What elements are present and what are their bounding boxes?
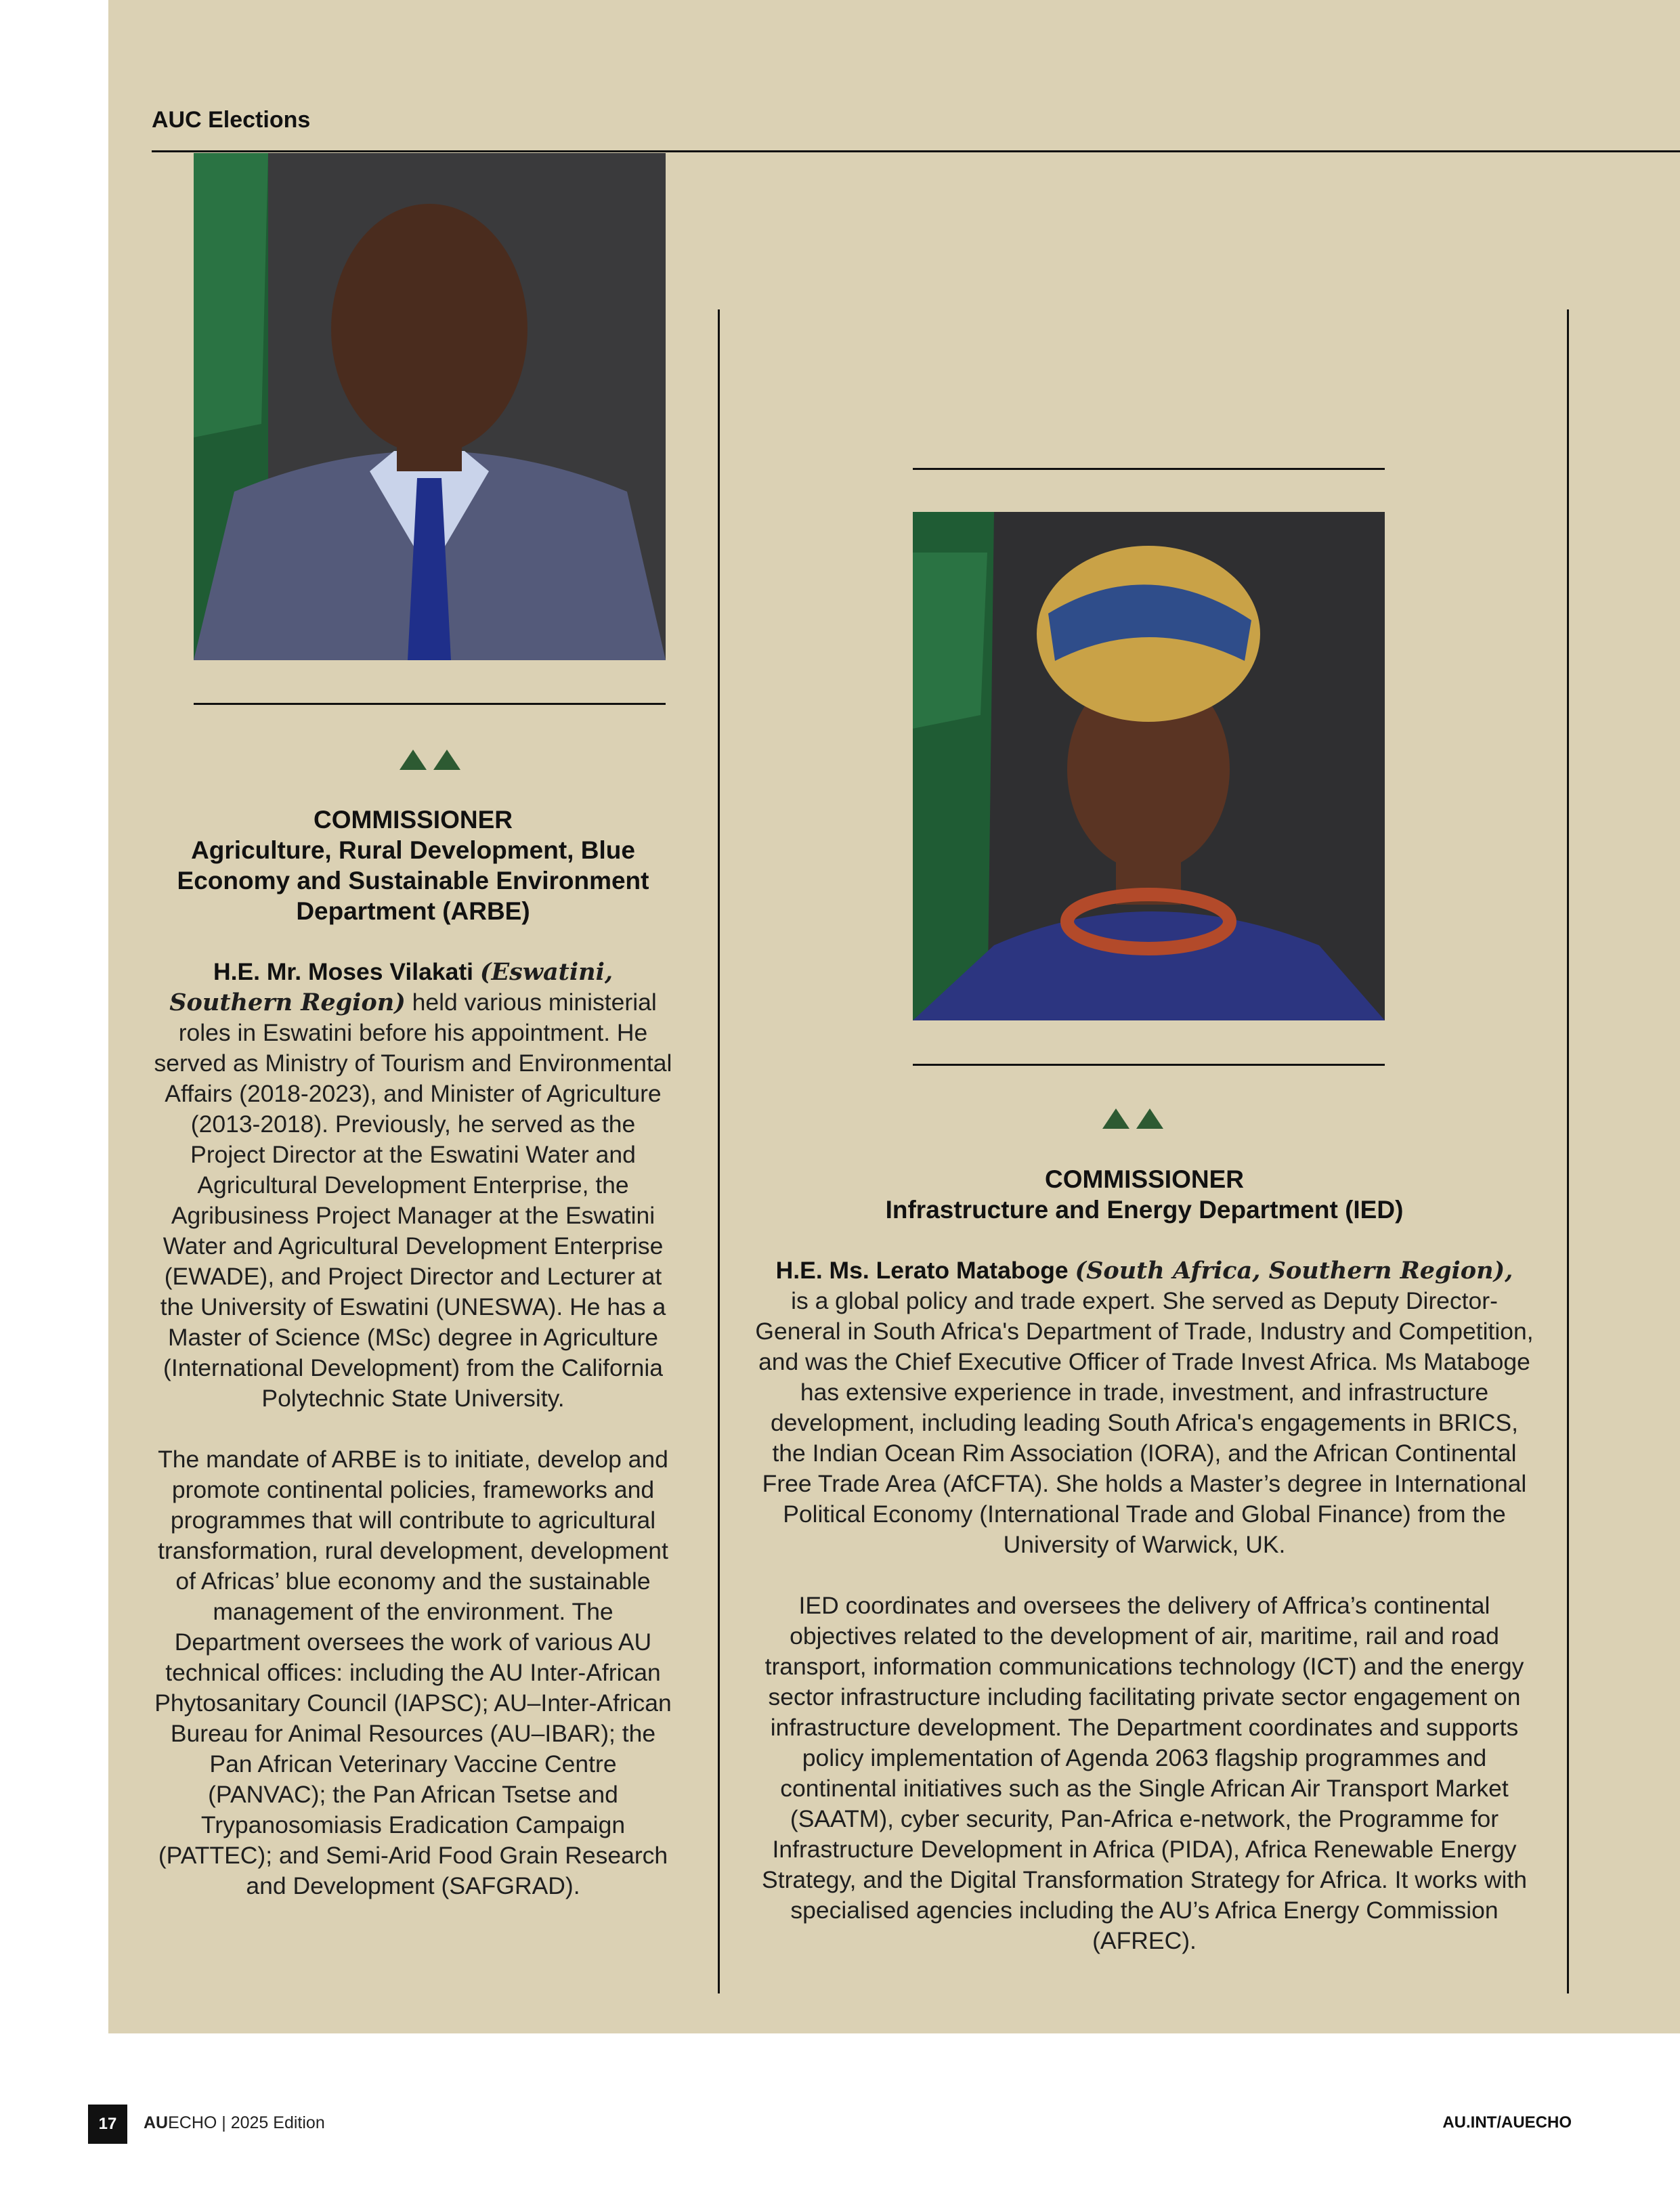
person-name: H.E. Ms. Lerato Mataboge <box>775 1257 1069 1284</box>
portrait-photo-vilakati <box>194 153 666 660</box>
footer-url[interactable]: AU.INT/AUECHO <box>1442 2113 1572 2132</box>
divider-rule <box>194 703 666 705</box>
bio-text: held various ministerial roles in Eswatini before his appointment. He served as Ministry of Tourism and Environmental Affairs (2018-2023), and Minister of Agriculture (2013-2018). Previously, he served as the Project Director at the Eswatini Water and Agricultural Development Enterprise, the Agribusiness Project Manager at the Eswatini Water and Agricultural Development Enterprise (EWADE), and Project Director and Lecturer at the University of Eswatini (UNESWA). He has a Master of Science (MSc) degree in Agriculture (International Development) from the California Polytechnic State University. <box>154 989 672 1412</box>
brand-rest: ECHO | 2025 Edition <box>168 2113 325 2132</box>
role-title: COMMISSIONER <box>314 806 513 834</box>
brand-bold: AU <box>144 2113 169 2132</box>
person-name: H.E. Mr. Moses Vilakati <box>213 958 474 985</box>
role-title: COMMISSIONER <box>1045 1165 1244 1193</box>
profile-column-1 <box>152 804 674 1901</box>
section-label: AUC Elections <box>152 107 311 133</box>
divider-rule <box>913 468 1385 470</box>
mandate-paragraph: The mandate of ARBE is to initiate, develop and promote continental policies, frameworks and programmes that will contribute to agricultural transformation, rural development, development of Africas’ blue economy and the sustainable management of the environment. The Department oversees the work of various AU technical offices: including the AU Inter-African Phytosanitary Council (IAPSC); AU–Inter-African Bureau for Animal Resources (AU–IBAR); the Pan African Veterinary Vaccine Centre (PANVAC); the Pan African Tsetse and Trypanosomiasis Eradication Campaign (PATTEC); and Semi-Arid Food Grain Research and Development (SAFGRAD). <box>154 1446 672 1899</box>
triangle-icon <box>400 750 427 770</box>
bio-paragraph <box>752 1255 1537 1560</box>
triangle-icon <box>1136 1108 1163 1129</box>
triangle-icon <box>433 750 460 770</box>
triangle-icon <box>1102 1108 1129 1129</box>
divider-rule <box>913 1064 1385 1066</box>
department-title: Infrastructure and Energy Department (IED) <box>885 1196 1404 1224</box>
portrait-photo-mataboge <box>913 512 1385 1020</box>
header-rule <box>152 150 1680 152</box>
page-number: 17 <box>88 2105 127 2144</box>
profile-column-2 <box>752 1164 1537 1956</box>
person-region: (Eswatini, Southern Region) <box>169 958 613 1016</box>
bio-text: is a global policy and trade expert. She served as Deputy Director-General in South Africa's Department of Trade, Industry and Competition, and was the Chief Executive Officer of Trade Invest Africa. Ms Mataboge has extensive experience in trade, investment, and infrastructure development, including leading South Africa's engagements in BRICS, the Indian Ocean Rim Association (IORA), and the African Continental Free Trade Area (AfCFTA). She holds a Master’s degree in International Political Economy (International Trade and Global Finance) from the University of Warwick, UK. <box>755 1287 1534 1558</box>
publication-name <box>144 2113 325 2133</box>
column-divider-left <box>718 309 720 1993</box>
bio-paragraph <box>152 957 674 1414</box>
column-divider-right <box>1567 309 1569 1993</box>
person-region: (South Africa, Southern Region), <box>1075 1257 1513 1285</box>
department-title: Agriculture, Rural Development, Blue Economy and Sustainable Environment Department (ARBE) <box>177 836 649 925</box>
mandate-paragraph: IED coordinates and oversees the delivery of Affrica’s continental objectives related to the development of air, maritime, rail and road transport, information communications technology (ICT) and the energy sector infrastructure including facilitating private sector engagement on infrastructure development. The Department coordinates and supports policy implementation of Agenda 2063 flagship programmes and continental initiatives such as the Single African Air Transport Market (SAATM), cyber security, Pan-Africa e-network, the Programme for Infrastructure Development in Africa (PIDA), Africa Renewable Energy Strategy, and the Digital Transformation Strategy for Africa. It works with specialised agencies including the AU’s Africa Energy Commission (AFREC). <box>762 1592 1527 1954</box>
